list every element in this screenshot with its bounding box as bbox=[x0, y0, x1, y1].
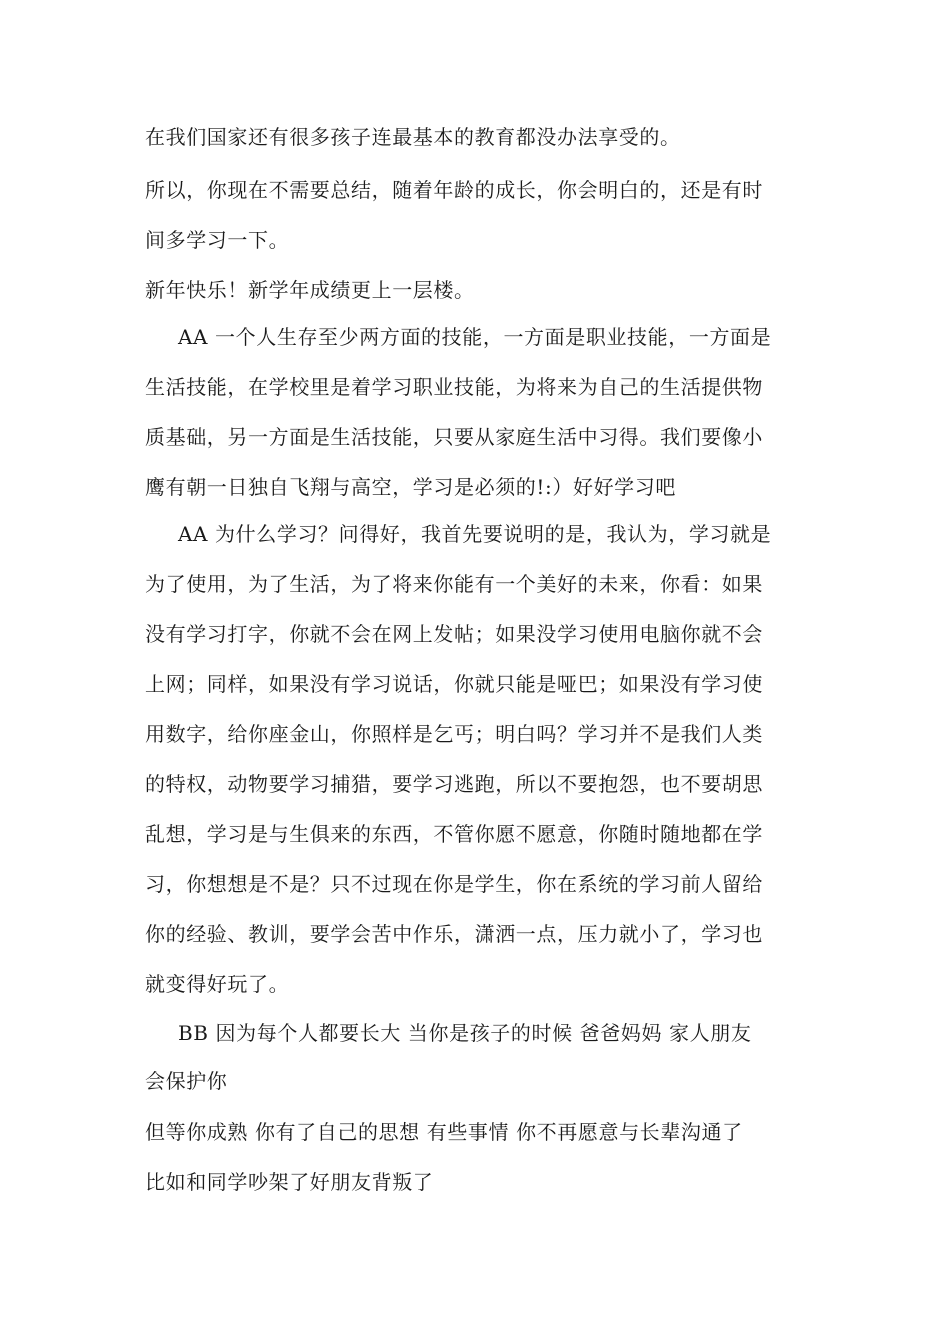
text-line: 为了使用，为了生活，为了将来你能有一个美好的未来，你看：如果 bbox=[145, 572, 763, 596]
text-line: AA 一个人生存至少两方面的技能，一方面是职业技能，一方面是 bbox=[178, 325, 772, 349]
text-line: 习，你想想是不是？只不过现在你是学生，你在系统的学习前人留给 bbox=[145, 872, 763, 896]
text-line: 在我们国家还有很多孩子连最基本的教育都没办法享受的。 bbox=[145, 125, 681, 149]
text-line: 生活技能，在学校里是着学习职业技能，为将来为自己的生活提供物 bbox=[145, 375, 763, 399]
text-line: 所以，你现在不需要总结，随着年龄的成长，你会明白的，还是有时 bbox=[145, 178, 763, 202]
text-line: 质基础，另一方面是生活技能，只要从家庭生活中习得。我们要像小 bbox=[145, 425, 763, 449]
text-line: BB 因为每个人都要长大 当你是孩子的时候 爸爸妈妈 家人朋友 bbox=[178, 1021, 752, 1045]
text-line: 会保护你 bbox=[145, 1069, 228, 1093]
text-line: 用数字，给你座金山，你照样是乞丐；明白吗？学习并不是我们人类 bbox=[145, 722, 763, 746]
text-line: 就变得好玩了。 bbox=[145, 972, 290, 996]
text-line: AA 为什么学习？问得好，我首先要说明的是，我认为，学习就是 bbox=[178, 522, 772, 546]
text-line: 你的经验、教训，要学会苦中作乐，潇洒一点，压力就小了，学习也 bbox=[145, 922, 763, 946]
text-line: 上网；同样，如果没有学习说话，你就只能是哑巴；如果没有学习使 bbox=[145, 672, 763, 696]
text-line: 鹰有朝一日独自飞翔与高空，学习是必须的!:）好好学习吧 bbox=[145, 475, 676, 499]
text-line: 比如和同学吵架了好朋友背叛了 bbox=[145, 1170, 434, 1194]
text-line: 但等你成熟 你有了自己的思想 有些事情 你不再愿意与长辈沟通了 bbox=[145, 1120, 743, 1144]
text-line: 没有学习打字，你就不会在网上发帖；如果没学习使用电脑你就不会 bbox=[145, 622, 763, 646]
text-line: 间多学习一下。 bbox=[145, 228, 290, 252]
text-line: 新年快乐！新学年成绩更上一层楼。 bbox=[145, 278, 475, 302]
text-line: 乱想，学习是与生俱来的东西，不管你愿不愿意，你随时随地都在学 bbox=[145, 822, 763, 846]
text-line: 的特权，动物要学习捕猎，要学习逃跑，所以不要抱怨，也不要胡思 bbox=[145, 772, 763, 796]
